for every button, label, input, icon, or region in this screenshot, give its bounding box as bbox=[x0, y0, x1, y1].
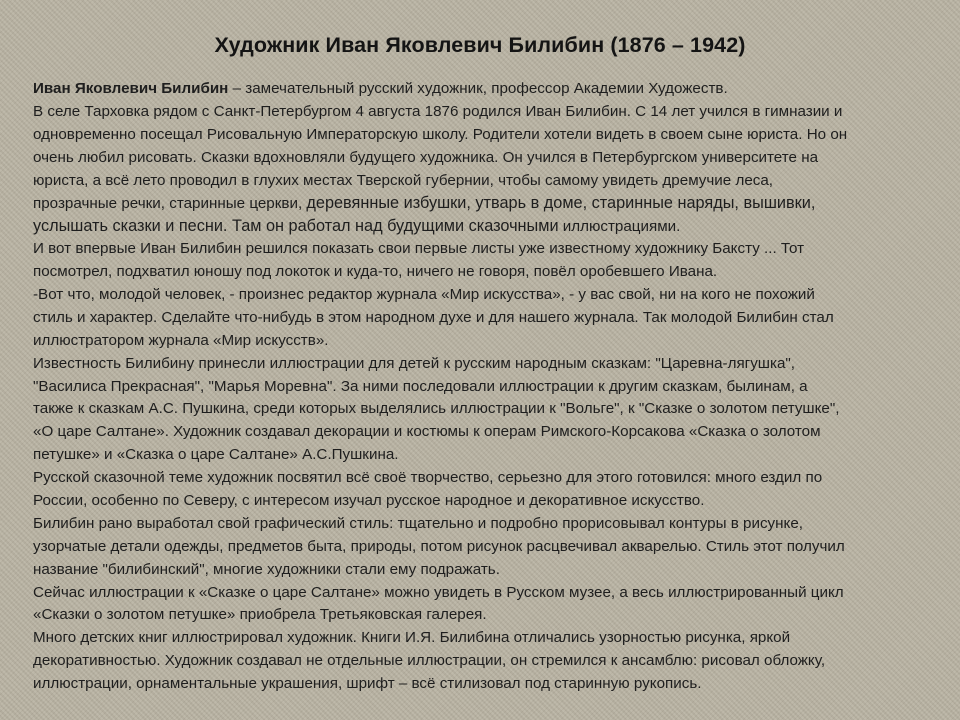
line-text: Русской сказочной теме художник посвятил всё своё творчество, серьезно для этого готовился: много ездил по bbox=[33, 469, 823, 487]
line-text: Много детских книг иллюстрировал художник. Книги И.Я. Билибина отличались узорностью рисунка, яркой bbox=[33, 629, 791, 647]
line-text: также к сказкам А.С. Пушкина, среди которых выделялись иллюстрации к "Вольге", к "Сказке о золотом петушке", bbox=[33, 400, 840, 418]
body-line bbox=[33, 307, 953, 330]
body-line bbox=[33, 215, 953, 238]
line-text: декоративностью. Художник создавал не отдельные иллюстрации, он стремился к ансамблю: рисовал обложку, bbox=[33, 652, 826, 670]
line-text: очень любил рисовать. Сказки вдохновляли будущего художника. Он учился в Петербургском университете на bbox=[33, 148, 819, 166]
line-text: И вот впервые Иван Билибин решился показать свои первые листы уже известному художнику Баксту ... Тот bbox=[33, 240, 805, 258]
body-line bbox=[33, 650, 953, 673]
line-text: Сейчас иллюстрации к «Сказке о царе Салтане» можно увидеть в Русском музее, а весь иллюстрированный цикл bbox=[33, 583, 844, 601]
line-text: России, особенно по Северу, с интересом изучал русское народное и декоративное искусство. bbox=[33, 492, 705, 510]
body-line bbox=[33, 513, 953, 536]
bold-name: Иван Яковлевич Билибин bbox=[33, 80, 229, 97]
line-text: одновременно посещал Рисовальную Императорскую школу. Родители хотели видеть в своем сыне юриста. Но он bbox=[33, 125, 848, 143]
body-line bbox=[33, 444, 953, 467]
line-text: название "билибинский", многие художники стали ему подражать. bbox=[33, 560, 500, 578]
body-line bbox=[33, 582, 953, 605]
line-text: – замечательный русский художник, профессор Академии Художеств. bbox=[228, 80, 728, 97]
line-text: посмотрел, подхватил юношу под локоток и куда-то, ничего не говоря, повёл оробевшего Ивана. bbox=[33, 263, 718, 281]
line-text: прозрачные речки, старинные церкви, bbox=[33, 195, 307, 213]
line-text: иллюстрации, орнаментальные украшения, шрифт – всё стилизовал под старинную рукопись. bbox=[33, 675, 702, 693]
body-line bbox=[33, 261, 953, 284]
line-text: "Василиса Прекрасная", "Марья Моревна". За ними последовали иллюстрации к другим сказкам, былинам, а bbox=[33, 377, 808, 395]
body-line bbox=[33, 330, 953, 353]
line-text-large: деревянные избушки, утварь в доме, старинные наряды, вышивки, bbox=[306, 194, 816, 213]
body-line bbox=[33, 192, 953, 215]
body-line bbox=[33, 673, 953, 696]
line-text: стиль и характер. Сделайте что-нибудь в этом народном духе и для нашего журнала. Так молодой Билибин стал bbox=[33, 308, 834, 326]
line-text: иллюстрациями. bbox=[558, 218, 681, 236]
body-line bbox=[33, 124, 953, 147]
body-line bbox=[33, 284, 953, 307]
body-line bbox=[33, 559, 953, 582]
line-text: узорчатые детали одежды, предметов быта, природы, потом рисунок расцвечивал акварелью. Стиль этот получил bbox=[33, 537, 845, 555]
body-line bbox=[33, 147, 953, 170]
line-text: -Вот что, молодой человек, - произнес редактор журнала «Мир искусства», - у вас свой, ни на кого не похожий bbox=[33, 286, 815, 304]
body-line bbox=[33, 238, 953, 261]
line-text: «Сказки о золотом петушке» приобрела Третьяковская галерея. bbox=[33, 606, 487, 624]
line-text: «О царе Салтане». Художник создавал декорации и костюмы к операм Римского-Корсакова «Сказка о золотом bbox=[33, 423, 821, 441]
body-line bbox=[33, 604, 953, 627]
body-line bbox=[33, 536, 953, 559]
body-line bbox=[33, 627, 953, 650]
line-text: Известность Билибину принесли иллюстрации для детей к русским народным сказкам: "Царевна-лягушка", bbox=[33, 354, 796, 372]
line-text-large: услышать сказки и песни. Там он работал над будущими сказочными bbox=[33, 217, 559, 236]
body-line bbox=[33, 467, 953, 490]
body-line bbox=[33, 101, 953, 124]
body-line bbox=[33, 170, 953, 193]
line-text: петушке» и «Сказка о царе Салтане» А.С.Пушкина. bbox=[33, 446, 399, 464]
body-line bbox=[33, 78, 953, 101]
body-line bbox=[33, 376, 953, 399]
body-line bbox=[33, 398, 953, 421]
body-line bbox=[33, 421, 953, 444]
line-text: иллюстратором журнала «Мир искусств». bbox=[33, 331, 329, 349]
body-line bbox=[33, 353, 953, 376]
slide-title: Художник Иван Яковлевич Билибин (1876 – 1942) bbox=[214, 33, 746, 57]
line-text: юриста, а всё лето проводил в глухих местах Тверской губернии, чтобы самому увидеть дремучие леса, bbox=[33, 171, 774, 189]
line-text: Билибин рано выработал свой графический стиль: тщательно и подробно прорисовывал контуры в рисунке, bbox=[33, 514, 804, 532]
line-text: В селе Тарховка рядом с Санкт-Петербургом 4 августа 1876 родился Иван Билибин. С 14 лет учился в гимназии и bbox=[33, 102, 843, 120]
body-line bbox=[33, 490, 953, 513]
slide-body bbox=[33, 78, 953, 696]
